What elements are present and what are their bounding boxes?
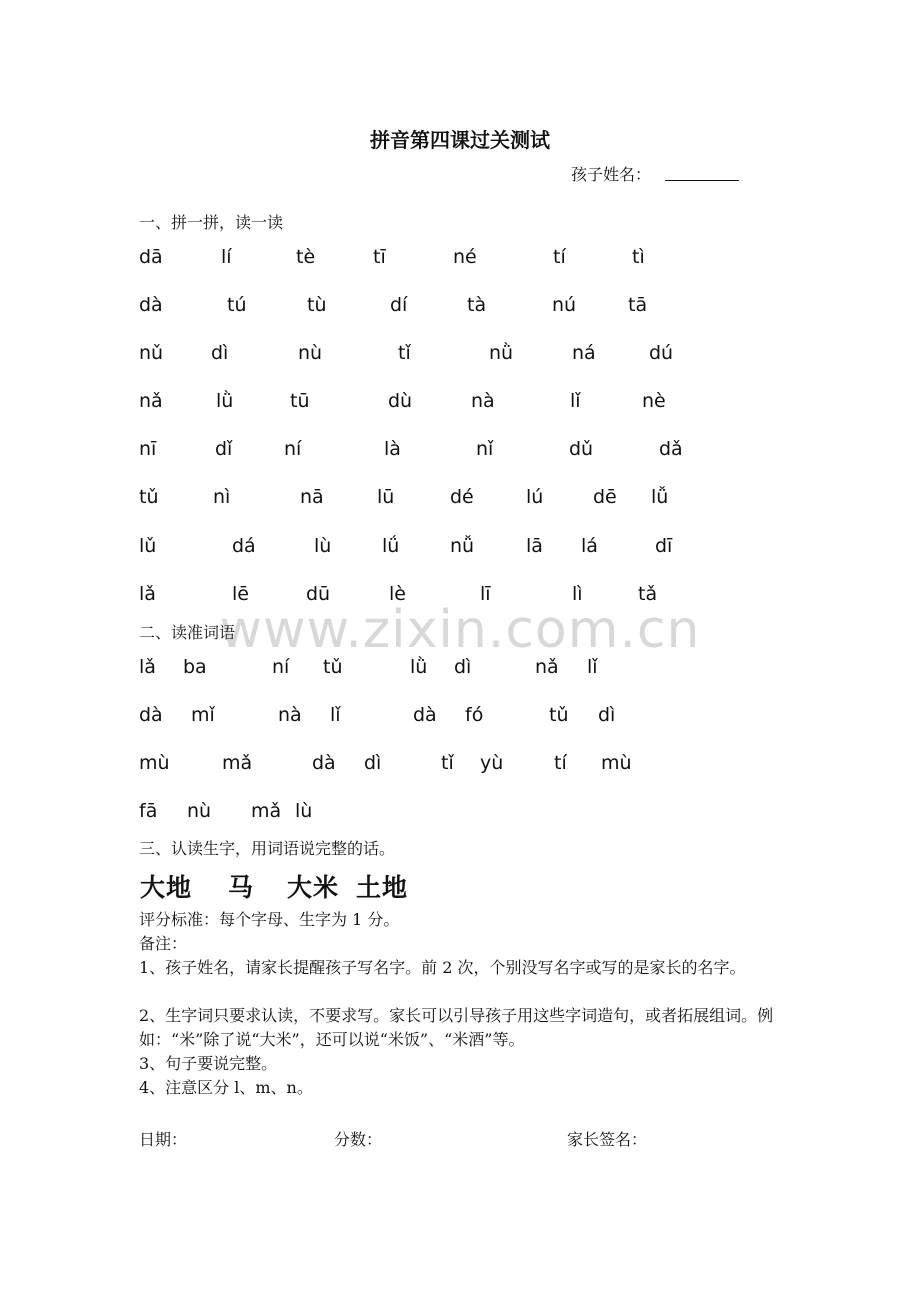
pinyin-syllable: tǎ <box>638 583 658 605</box>
pinyin-syllable: dà <box>139 704 163 726</box>
pinyin-syllable: tú <box>227 294 247 316</box>
pinyin-syllable: lè <box>389 583 406 605</box>
character-word: 土地 <box>356 873 409 902</box>
pinyin-syllable: tū <box>290 390 310 412</box>
pinyin-syllable: dí <box>390 294 408 316</box>
pinyin-syllable: tù <box>307 294 327 316</box>
page-title: 拼音第四课过关测试 <box>370 128 550 152</box>
section1-heading: 一、拼一拼，读一读 <box>139 213 284 232</box>
pinyin-syllable: dī <box>655 535 673 557</box>
pinyin-syllable: nì <box>213 486 231 508</box>
pinyin-syllable: nà <box>471 390 495 412</box>
pinyin-syllable: tí <box>553 246 566 268</box>
note-item: 4、注意区分 l、m、n。 <box>139 1078 313 1097</box>
pinyin-syllable: dì <box>364 752 382 774</box>
pinyin-syllable: lī <box>480 583 491 605</box>
note-item: 2、生字词只要求认读，不要求写。家长可以引导孩子用这些字词造句，或者拓展组词。例如：“米”除了说“大米”，还可以说“米饭”、“米酒”等。 <box>139 1006 774 1049</box>
pinyin-syllable: tǔ <box>549 704 569 726</box>
section3-heading: 三、认读生字，用词语说完整的话。 <box>139 839 396 858</box>
parent-signature-label: 家长签名： <box>567 1130 648 1149</box>
pinyin-syllable: dā <box>139 246 163 268</box>
note-item: 1、孩子姓名，请家长提醒孩子写名字。前 2 次，个别没写名字或写的是家长的名字。 <box>139 958 746 977</box>
pinyin-syllable: là <box>384 438 401 460</box>
pinyin-syllable: tí <box>554 752 567 774</box>
pinyin-syllable: tǔ <box>139 486 159 508</box>
pinyin-syllable: dà <box>312 752 336 774</box>
pinyin-syllable: lā <box>526 535 543 557</box>
pinyin-syllable: dù <box>388 390 413 412</box>
pinyin-syllable: tà <box>467 294 487 316</box>
pinyin-syllable: dǐ <box>215 438 233 460</box>
pinyin-syllable: ní <box>272 656 290 678</box>
pinyin-syllable: nú <box>552 294 577 316</box>
child-name-label: 孩子姓名： <box>571 165 652 184</box>
pinyin-syllable: lú <box>526 486 544 508</box>
pinyin-syllable: nī <box>139 438 157 460</box>
pinyin-syllable: nè <box>642 390 666 412</box>
pinyin-syllable: lǜ <box>216 390 234 412</box>
notes-heading: 备注： <box>139 934 188 953</box>
pinyin-syllable: mǎ <box>251 800 282 822</box>
pinyin-syllable: lū <box>377 486 395 508</box>
pinyin-syllable: mǐ <box>191 704 215 726</box>
pinyin-syllable: dǔ <box>569 438 594 460</box>
pinyin-syllable: nà <box>278 704 302 726</box>
pinyin-syllable: tì <box>632 246 645 268</box>
pinyin-syllable: mǎ <box>222 752 253 774</box>
pinyin-syllable: tī <box>373 246 386 268</box>
pinyin-syllable: tǐ <box>398 342 411 364</box>
pinyin-syllable: mù <box>139 752 170 774</box>
pinyin-syllable: lǐ <box>587 656 598 678</box>
pinyin-syllable: lí <box>221 246 232 268</box>
pinyin-syllable: lǎ <box>139 656 156 678</box>
pinyin-syllable: nǎ <box>535 656 559 678</box>
pinyin-syllable: nǔ <box>139 342 164 364</box>
pinyin-syllable: dà <box>413 704 437 726</box>
pinyin-syllable: lǎ <box>139 583 156 605</box>
pinyin-syllable: yù <box>480 752 504 774</box>
pinyin-syllable: dē <box>593 486 617 508</box>
pinyin-syllable: nǚ <box>450 535 475 557</box>
pinyin-syllable: nǎ <box>139 390 163 412</box>
note-item: 3、句子要说完整。 <box>139 1054 278 1073</box>
watermark: www.zixin.com.cn <box>219 600 701 660</box>
character-word: 大米 <box>287 873 340 902</box>
pinyin-syllable: ní <box>284 438 302 460</box>
scoring-criteria: 评分标准：每个字母、生字为 1 分。 <box>139 910 400 929</box>
pinyin-syllable: lǐ <box>570 390 581 412</box>
pinyin-syllable: dá <box>232 535 256 557</box>
pinyin-syllable: ná <box>572 342 596 364</box>
pinyin-syllable: dé <box>450 486 474 508</box>
pinyin-syllable: lǚ <box>651 486 669 508</box>
pinyin-syllable: dǎ <box>659 438 683 460</box>
pinyin-syllable: tǔ <box>323 656 343 678</box>
pinyin-syllable: né <box>453 246 477 268</box>
pinyin-syllable: lē <box>232 583 249 605</box>
pinyin-syllable: lǐ <box>330 704 341 726</box>
date-label: 日期： <box>139 1130 188 1149</box>
pinyin-syllable: nā <box>300 486 324 508</box>
pinyin-syllable: dū <box>306 583 331 605</box>
character-word: 马 <box>228 873 255 902</box>
pinyin-syllable: nù <box>298 342 323 364</box>
pinyin-syllable: lǜ <box>410 656 428 678</box>
pinyin-syllable: lù <box>295 800 313 822</box>
score-label: 分数： <box>334 1130 383 1149</box>
pinyin-syllable: dì <box>454 656 472 678</box>
pinyin-syllable: fā <box>139 800 158 822</box>
pinyin-syllable: ba <box>183 656 207 678</box>
pinyin-syllable: lì <box>572 583 583 605</box>
pinyin-syllable: tǐ <box>441 752 454 774</box>
pinyin-syllable: dì <box>598 704 616 726</box>
character-word: 大地 <box>140 873 193 902</box>
pinyin-syllable: lǔ <box>139 535 157 557</box>
pinyin-syllable: dà <box>139 294 163 316</box>
section2-heading: 二、读准词语 <box>139 623 236 642</box>
child-name-blank <box>665 180 739 181</box>
pinyin-syllable: tè <box>296 246 316 268</box>
pinyin-syllable: lǘ <box>382 535 400 557</box>
pinyin-syllable: lù <box>314 535 332 557</box>
pinyin-syllable: mù <box>601 752 632 774</box>
pinyin-syllable: dì <box>211 342 229 364</box>
pinyin-syllable: lá <box>581 535 598 557</box>
pinyin-syllable: nǜ <box>489 342 514 364</box>
pinyin-syllable: nǐ <box>476 438 494 460</box>
pinyin-syllable: dú <box>649 342 674 364</box>
pinyin-syllable: fó <box>465 704 484 726</box>
pinyin-syllable: nù <box>187 800 212 822</box>
pinyin-syllable: tā <box>628 294 648 316</box>
